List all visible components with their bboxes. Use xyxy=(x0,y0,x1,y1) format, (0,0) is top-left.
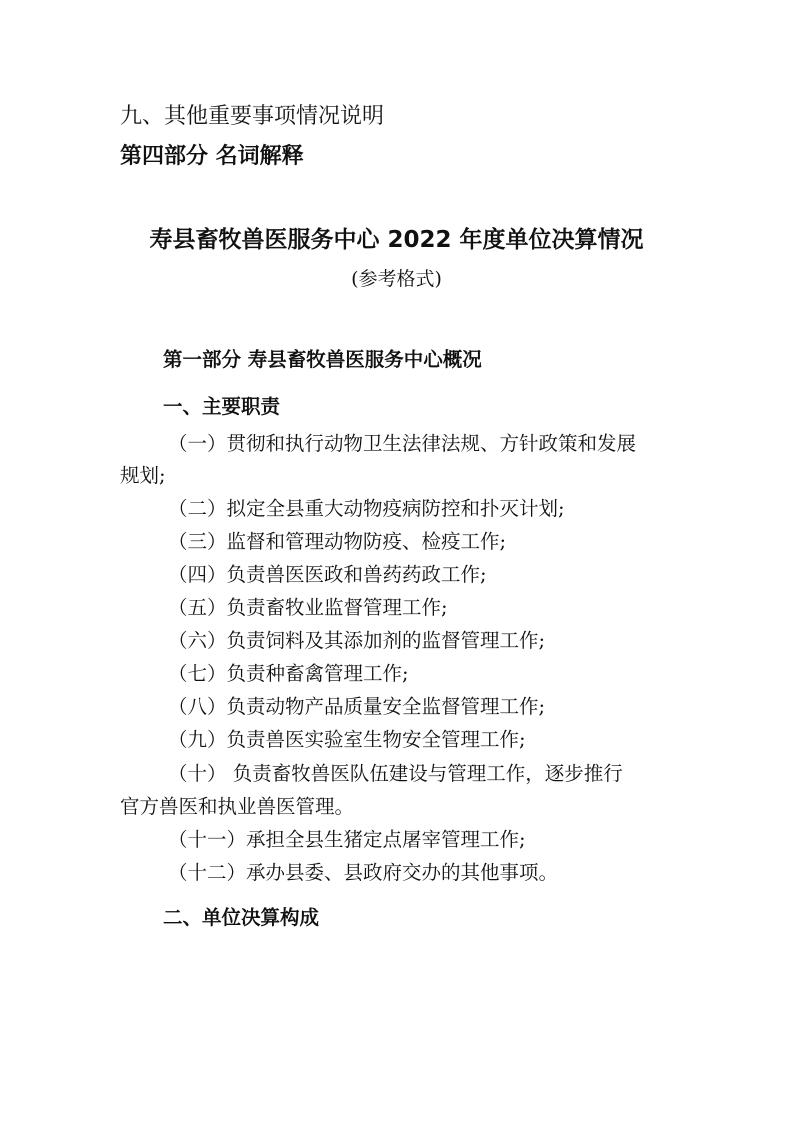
duty-item: （十一）承担全县生猪定点屠宰管理工作; xyxy=(168,828,526,851)
duty-item: （一）贯彻和执行动物卫生法律法规、方针政策和发展 xyxy=(168,432,637,455)
duty-item: （四）负责兽医医政和兽药药政工作; xyxy=(168,563,487,586)
section-2-heading: 二、单位决算构成 xyxy=(163,906,320,929)
duty-item: （六）负责饲料及其添加剂的监督管理工作; xyxy=(168,629,546,652)
duty-item: （十） 负责畜牧兽医队伍建设与管理工作，逐步推行 xyxy=(168,762,623,785)
duty-item: （七）负责种畜禽管理工作; xyxy=(168,662,409,685)
duty-item: （五）负责畜牧业监督管理工作; xyxy=(168,596,448,619)
duty-item-continuation: 规划; xyxy=(120,464,166,487)
toc-item-9: 九、其他重要事项情况说明 xyxy=(120,104,385,129)
duty-item: （九）负责兽医实验室生物安全管理工作; xyxy=(168,728,526,751)
toc-part-4: 第四部分 名词解释 xyxy=(120,144,304,169)
duty-item: （二）拟定全县重大动物疫病防控和扑灭计划; xyxy=(168,497,565,520)
duty-item: （八）负责动物产品质量安全监督管理工作; xyxy=(168,695,546,718)
duty-item: （十二）承办县委、县政府交办的其他事项。 xyxy=(168,861,559,884)
duty-item: （三）监督和管理动物防疫、检疫工作; xyxy=(168,530,507,553)
section-1-heading: 一、主要职责 xyxy=(163,395,281,418)
part-1-heading: 第一部分 寿县畜牧兽医服务中心概况 xyxy=(163,348,482,371)
document-title: 寿县畜牧兽医服务中心 2022 年度单位决算情况 xyxy=(149,227,644,253)
document-subtitle: (参考格式) xyxy=(351,268,442,290)
duty-item-continuation: 官方兽医和执业兽医管理。 xyxy=(120,795,355,818)
